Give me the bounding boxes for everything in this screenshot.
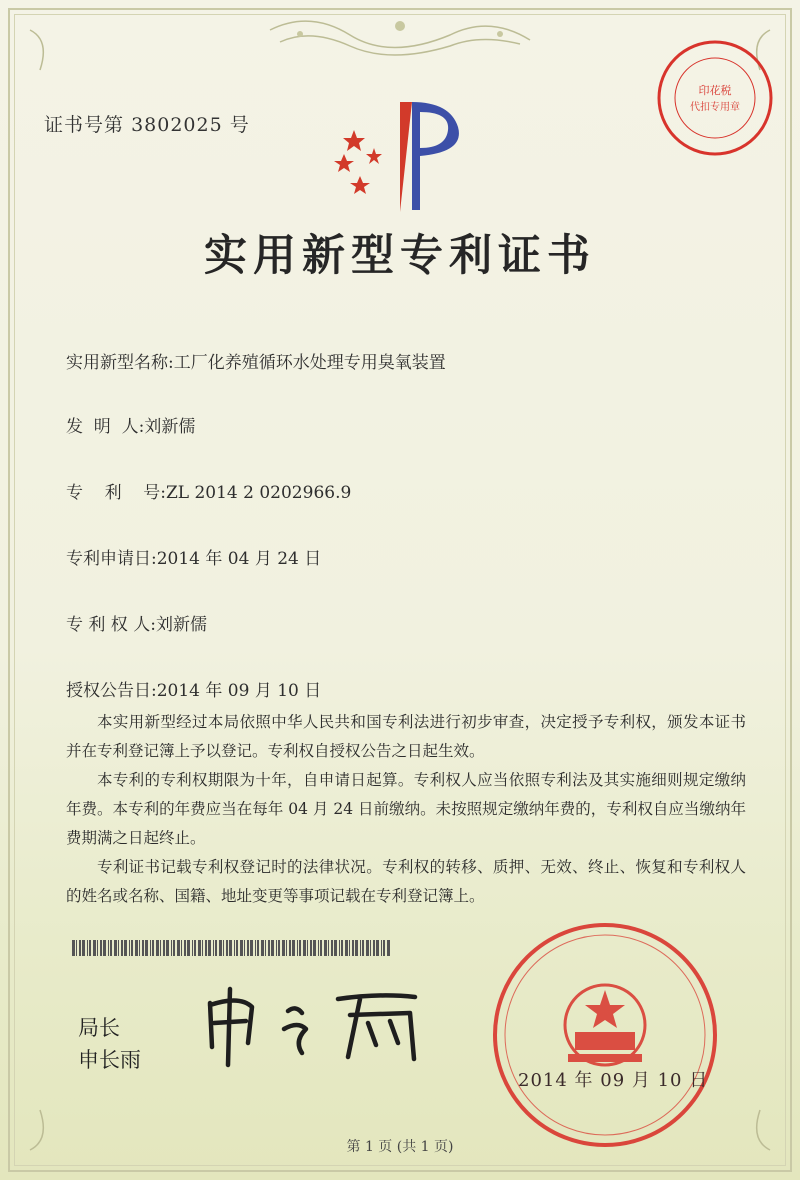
barcode-bar: [268, 940, 270, 956]
barcode-bar: [265, 940, 266, 956]
barcode-bar: [339, 940, 340, 956]
barcode-bar: [145, 940, 148, 956]
barcode-bar: [160, 940, 161, 956]
barcode-bar: [255, 940, 256, 956]
barcode-bar: [331, 940, 333, 956]
barcode-bar: [250, 940, 253, 956]
barcode-bar: [341, 940, 343, 956]
barcode-bar: [376, 940, 379, 956]
barcode-bar: [355, 940, 358, 956]
field-value: 2014 年 04 月 24 日: [156, 549, 322, 569]
barcode-bar: [121, 940, 123, 956]
barcode-bar: [100, 940, 102, 956]
barcode-bar: [261, 940, 264, 956]
signer-name: 申长雨: [78, 1048, 141, 1072]
barcode-bar: [208, 940, 211, 956]
barcode-bar: [352, 940, 354, 956]
page-indicator: 第 1 页 (共 1 页): [346, 1139, 454, 1155]
barcode-bar: [79, 940, 81, 956]
field-label: 实用新型名称:: [66, 353, 174, 373]
barcode-bar: [150, 940, 151, 956]
barcode-icon: [72, 940, 392, 956]
certificate-title: 实用新型专利证书: [204, 231, 596, 281]
barcode-bar: [202, 940, 203, 956]
barcode-bar: [166, 940, 169, 956]
barcode-bar: [289, 940, 291, 956]
field-value: 刘新儒: [144, 417, 196, 437]
barcode-bar: [215, 940, 217, 956]
barcode-bar: [76, 940, 77, 956]
barcode-bar: [247, 940, 249, 956]
barcode-bar: [118, 940, 119, 956]
seal-date: 2014 年 09 月 10 日: [518, 1070, 709, 1091]
barcode-bar: [244, 940, 245, 956]
barcode-bar: [282, 940, 285, 956]
barcode-bar: [177, 940, 180, 956]
barcode-bar: [223, 940, 224, 956]
barcode-bar: [181, 940, 182, 956]
barcode-bar: [320, 940, 322, 956]
barcode-bar: [366, 940, 369, 956]
barcode-bar: [187, 940, 190, 956]
barcode-bar: [278, 940, 280, 956]
barcode-bar: [271, 940, 274, 956]
barcode-bar: [93, 940, 96, 956]
barcode-bar: [110, 940, 112, 956]
barcode-bar: [72, 940, 75, 956]
field-label: 专 利 号:: [66, 483, 166, 503]
barcode-bar: [114, 940, 117, 956]
barcode-bar: [313, 940, 316, 956]
patent-office-emblem-icon: [330, 92, 480, 214]
field-label: 专 利 权 人:: [66, 615, 156, 635]
barcode-bar: [97, 940, 98, 956]
barcode-bar: [226, 940, 228, 956]
barcode-bar: [328, 940, 329, 956]
barcode-bar: [299, 940, 301, 956]
barcode-bar: [205, 940, 207, 956]
barcode-bar: [184, 940, 186, 956]
barcode-bar: [286, 940, 287, 956]
barcode-bar: [173, 940, 175, 956]
handwritten-signature-icon: [200, 985, 460, 1070]
barcode-bar: [236, 940, 238, 956]
field-utility-name: [66, 348, 446, 373]
barcode-bar: [276, 940, 277, 956]
barcode-bar: [198, 940, 201, 956]
barcode-bar: [370, 940, 371, 956]
body-paragraph: 专利证书记载专利权登记时的法律状况。专利权的转移、质押、无效、终止、恢复和专利权人的姓名或名称、国籍、地址变更等事项记载在专利登记簿上。: [66, 858, 746, 905]
cert-number-value: 3802025: [131, 114, 223, 136]
field-inventor: [66, 412, 195, 437]
national-seal-icon: [490, 920, 720, 1150]
barcode-bar: [383, 940, 385, 956]
barcode-bar: [292, 940, 295, 956]
barcode-bar: [213, 940, 214, 956]
field-value: 刘新儒: [155, 615, 207, 635]
barcode-bar: [303, 940, 306, 956]
barcode-bar: [318, 940, 319, 956]
cert-number-suffix: 号: [229, 114, 250, 136]
barcode-bar: [360, 940, 361, 956]
field-patentee: [66, 610, 207, 635]
barcode-bar: [234, 940, 235, 956]
barcode-bar: [334, 940, 337, 956]
cert-number-label: 证书号第: [44, 114, 125, 136]
field-value: ZL 2014 2 0202966.9: [165, 483, 352, 503]
barcode-bar: [387, 940, 390, 956]
barcode-bar: [131, 940, 133, 956]
field-label: 发 明 人:: [66, 417, 145, 437]
barcode-bar: [129, 940, 130, 956]
barcode-bar: [192, 940, 193, 956]
barcode-bar: [87, 940, 88, 956]
barcode-bar: [219, 940, 222, 956]
barcode-bar: [89, 940, 91, 956]
barcode-bar: [229, 940, 232, 956]
body-paragraph: 本实用新型经过本局依照中华人民共和国专利法进行初步审查，决定授予专利权，颁发本证书并在专利登记簿上予以登记。专利权自授权公告之日起生效。: [66, 713, 746, 760]
barcode-bar: [139, 940, 140, 956]
barcode-bar: [152, 940, 154, 956]
barcode-bar: [362, 940, 364, 956]
barcode-bar: [373, 940, 375, 956]
field-label: 授权公告日:: [66, 681, 157, 701]
barcode-bar: [345, 940, 348, 956]
barcode-bar: [108, 940, 109, 956]
barcode-bar: [297, 940, 298, 956]
field-filing-date: [66, 544, 321, 569]
barcode-bar: [240, 940, 243, 956]
barcode-bar: [156, 940, 159, 956]
field-label: 专利申请日:: [66, 549, 157, 569]
barcode-bar: [381, 940, 382, 956]
signer-role: 局长: [78, 1016, 120, 1040]
tax-seal-line: 代扣专用章: [690, 102, 740, 113]
barcode-bar: [103, 940, 106, 956]
barcode-bar: [257, 940, 259, 956]
barcode-bar: [324, 940, 327, 956]
body-paragraph: 本专利的专利权期限为十年，自申请日起算。专利权人应当依照专利法及其实施细则规定缴纳年费。本专利的年费应当在每年 04 月 24 日前缴纳。未按照规定缴纳年费的，专利权自应当缴纳年费期满之日起终止。: [66, 771, 746, 847]
barcode-bar: [82, 940, 85, 956]
barcode-bar: [124, 940, 127, 956]
field-value: 工厂化养殖循环水处理专用臭氧装置: [173, 353, 446, 373]
barcode-bar: [307, 940, 308, 956]
tax-seal-icon: [655, 38, 775, 158]
field-grant-date: [66, 676, 321, 701]
tax-seal-line: 印花税: [698, 84, 732, 97]
barcode-bar: [349, 940, 350, 956]
barcode-bar: [310, 940, 312, 956]
barcode-bar: [171, 940, 172, 956]
barcode-bar: [163, 940, 165, 956]
certificate-number: [44, 110, 250, 137]
barcode-bar: [135, 940, 138, 956]
barcode-bar: [142, 940, 144, 956]
barcode-bar: [194, 940, 196, 956]
field-value: 2014 年 09 月 10 日: [156, 681, 322, 701]
certificate-body: [66, 708, 746, 911]
field-patent-number: [66, 478, 351, 503]
